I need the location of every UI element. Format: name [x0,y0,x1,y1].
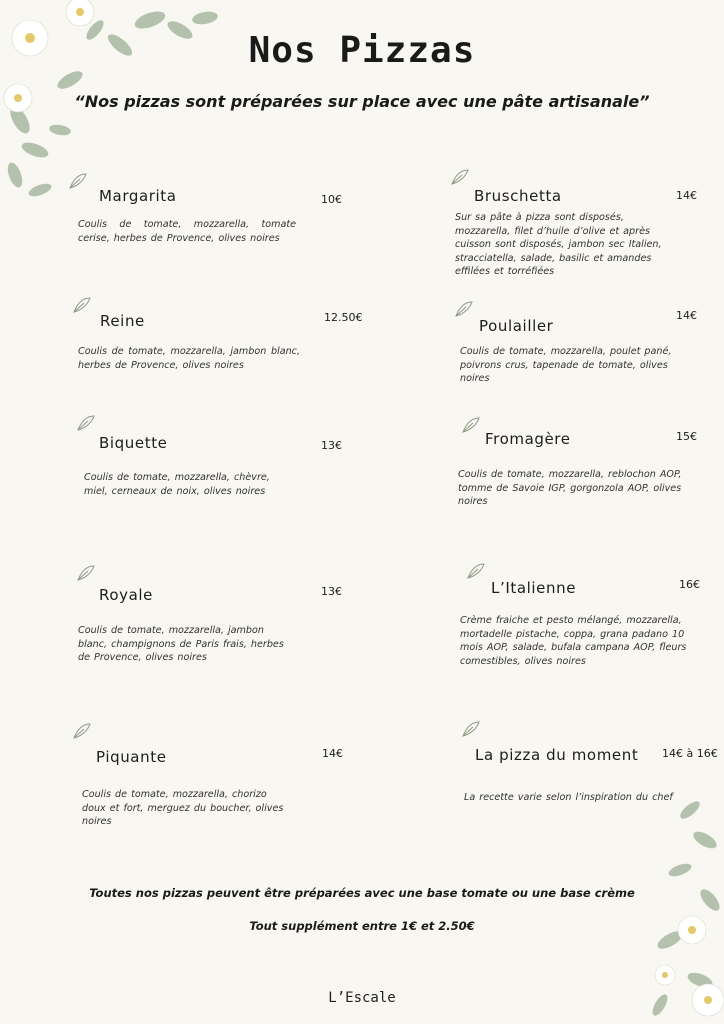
pizza-price: 14€ [676,189,697,202]
leaf-icon [454,300,474,318]
page-title: Nos Pizzas [248,30,476,71]
leaf-icon [68,172,88,190]
leaf-icon [466,562,486,580]
pizza-description: La recette varie selon l’inspiration du chef [464,792,673,803]
pizza-name: Reine [100,312,145,330]
pizza-name: Biquette [99,434,168,452]
restaurant-name: L’Escale [328,990,396,1006]
floral-decoration-bottom-right [630,790,724,1024]
leaf-icon [72,296,92,314]
supplement-note: Tout supplément entre 1€ et 2.50€ [249,919,475,933]
pizza-name: Piquante [96,748,167,766]
pizza-price: 10€ [321,193,342,206]
page-subtitle: “Nos pizzas sont préparées sur place avec une pâte artisanale” [74,92,650,111]
pizza-name: Royale [99,586,153,604]
pizza-name: Poulailler [479,317,554,335]
pizza-price: 14€ [322,747,343,760]
pizza-description: Coulis de tomate, mozzarella, chorizo doux et fort, merguez du boucher, olives noires [82,789,284,828]
pizza-name: Bruschetta [474,187,562,205]
leaf-icon [461,720,481,738]
pizza-description: Coulis de tomate, mozzarella, jambon blanc, champignons de Paris frais, herbes de Provence, olives noires [78,625,284,664]
leaf-icon [72,722,92,740]
pizza-price: 14€ [676,309,697,322]
base-note: Toutes nos pizzas peuvent être préparées avec une base tomate ou une base crème [89,886,635,900]
pizza-description: Coulis de tomate, mozzarella, chèvre, miel, cerneaux de noix, olives noires [84,472,270,497]
pizza-price: 15€ [676,430,697,443]
pizza-price: 13€ [321,439,342,452]
pizza-description: Coulis de tomate, mozzarella, jambon blanc, herbes de Provence, olives noires [78,346,300,371]
pizza-description: Crème fraiche et pesto mélangé, mozzarella, mortadelle pistache, coppa, grana padano 10 mois AOP, salade, bufala campana AOP, fleurs comestibles, olives noires [460,615,687,667]
pizza-name: Fromagère [485,430,571,448]
pizza-description: Coulis de tomate, mozzarella, reblochon AOP, tomme de Savoie IGP, gorgonzola AOP, olives noires [458,469,682,508]
pizza-name: La pizza du moment [475,746,639,764]
pizza-price: 16€ [679,578,700,591]
leaf-icon [461,416,481,434]
leaf-icon [76,564,96,582]
pizza-price: 12.50€ [324,311,363,324]
pizza-price: 14€ à 16€ [662,747,718,760]
leaf-icon [450,168,470,186]
pizza-name: Margarita [99,187,177,205]
pizza-description: Sur sa pâte à pizza sont disposés, mozzarella, filet d’huile d’olive et après cuisson sont disposés, jambon sec Italien, stracciatella, salade, basilic et amandes effilées et torréfiées [455,212,662,278]
pizza-description: Coulis de tomate, mozzarella, poulet pané, poivrons crus, tapenade de tomate, olives noires [460,346,672,385]
pizza-description: Coulis de tomate, mozzarella, tomate cerise, herbes de Provence, olives noires [78,219,296,244]
pizza-name: L’Italienne [491,579,577,597]
pizza-price: 13€ [321,585,342,598]
leaf-icon [76,414,96,432]
